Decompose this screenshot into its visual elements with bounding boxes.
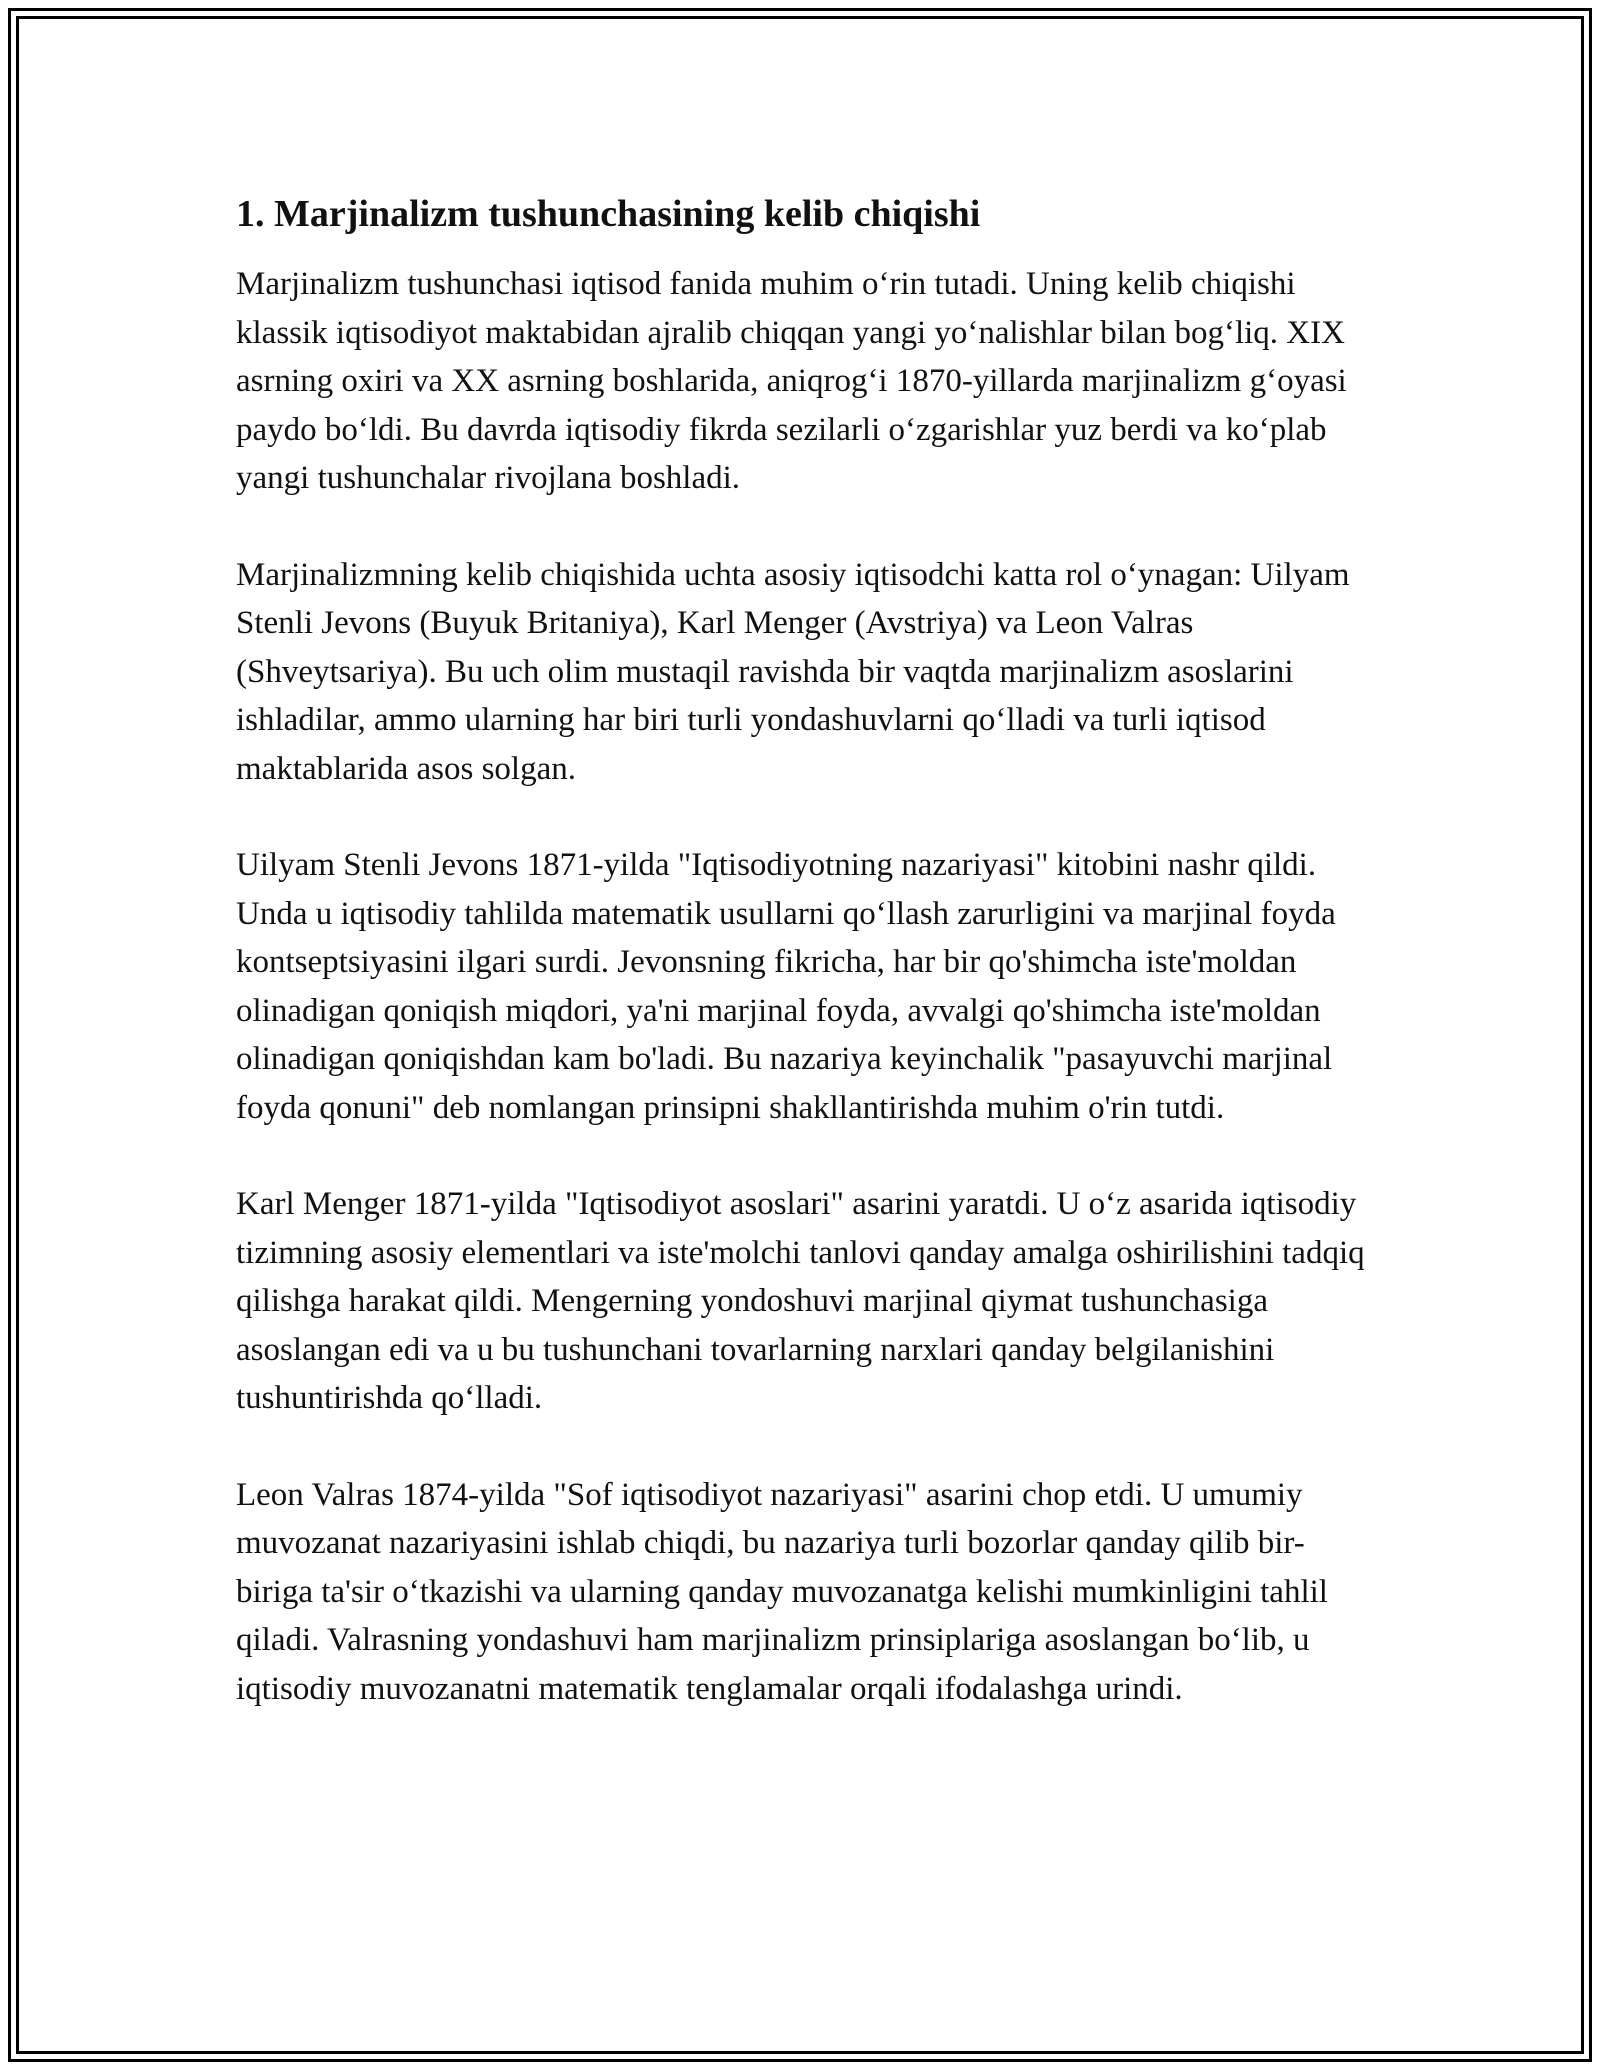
section-heading: 1. Marjinalizm tushunchasining kelib chiqishi	[236, 193, 981, 235]
paragraph-jevons: Uilyam Stenli Jevons 1871-yilda "Iqtisodiyotning nazariyasi" kitobini nashr qildi. Unda u iqtisodiy tahlilda matematik usullarni qo‘llash zarurligini va marjinal foyda kontseptsiyasini ilgari surdi. Jevonsning fikricha, har bir qo'shimcha iste'moldan olinadigan qoniqish miqdori, ya'ni marjinal foyda, avvalgi qo'shimcha iste'moldan olinadigan qoniqishdan kam bo'ladi. Bu nazariya keyinchalik "pasayuvchi marjinal foyda qonuni" deb nomlangan prinsipni shakllantirishda muhim o'rin tutdi.	[236, 847, 1336, 1126]
paragraph-founders: Marjinalizmning kelib chiqishida uchta asosiy iqtisodchi katta rol o‘ynagan: Uilyam Stenli Jevons (Buyuk Britaniya), Karl Menger (Avstriya) va Leon Valras (Shveytsariya). Bu uch olim mustaqil ravishda bir vaqtda marjinalizm asoslarini ishladilar, ammo ularning har biri turli yondashuvlarni qo‘lladi va turli iqtisod maktablarida asos solgan.	[236, 556, 1350, 787]
paragraph-walras: Leon Valras 1874-yilda "Sof iqtisodiyot nazariyasi" asarini chop etdi. U umumiy muvozanat nazariyasini ishlab chiqdi, bu nazariya turli bozorlar qanday qilib bir-biriga ta'sir o‘tkazishi va ularning qanday muvozanatga kelishi mumkinligini tahlil qiladi. Valrasning yondashuvi ham marjinalizm prinsiplariga asoslangan bo‘lib, u iqtisodiy muvozanatni matematik tenglamalar orqali ifodalashga urindi.	[236, 1476, 1328, 1707]
paragraph-intro: Marjinalizm tushunchasi iqtisod fanida muhim o‘rin tutadi. Uning kelib chiqishi klassik iqtisodiyot maktabidan ajralib chiqqan yangi yo‘nalishlar bilan bog‘liq. XIX asrning oxiri va XX asrning boshlarida, aniqrog‘i 1870-yillarda marjinalizm g‘oyasi paydo bo‘ldi. Bu davrda iqtisodiy fikrda sezilarli o‘zgarishlar yuz berdi va ko‘plab yangi tushunchalar rivojlana boshladi.	[236, 266, 1347, 496]
paragraph-menger: Karl Menger 1871-yilda "Iqtisodiyot asoslari" asarini yaratdi. U o‘z asarida iqtisodiy tizimning asosiy elementlari va iste'molchi tanlovi qanday amalga oshirilishini tadqiq qilishga harakat qildi. Mengerning yondoshuvi marjinal qiymat tushunchasiga asoslangan edi va u bu tushunchani tovarlarning narxlari qanday belgilanishini tushuntirishda qo‘lladi.	[236, 1186, 1365, 1416]
document-body	[236, 190, 1376, 1761]
